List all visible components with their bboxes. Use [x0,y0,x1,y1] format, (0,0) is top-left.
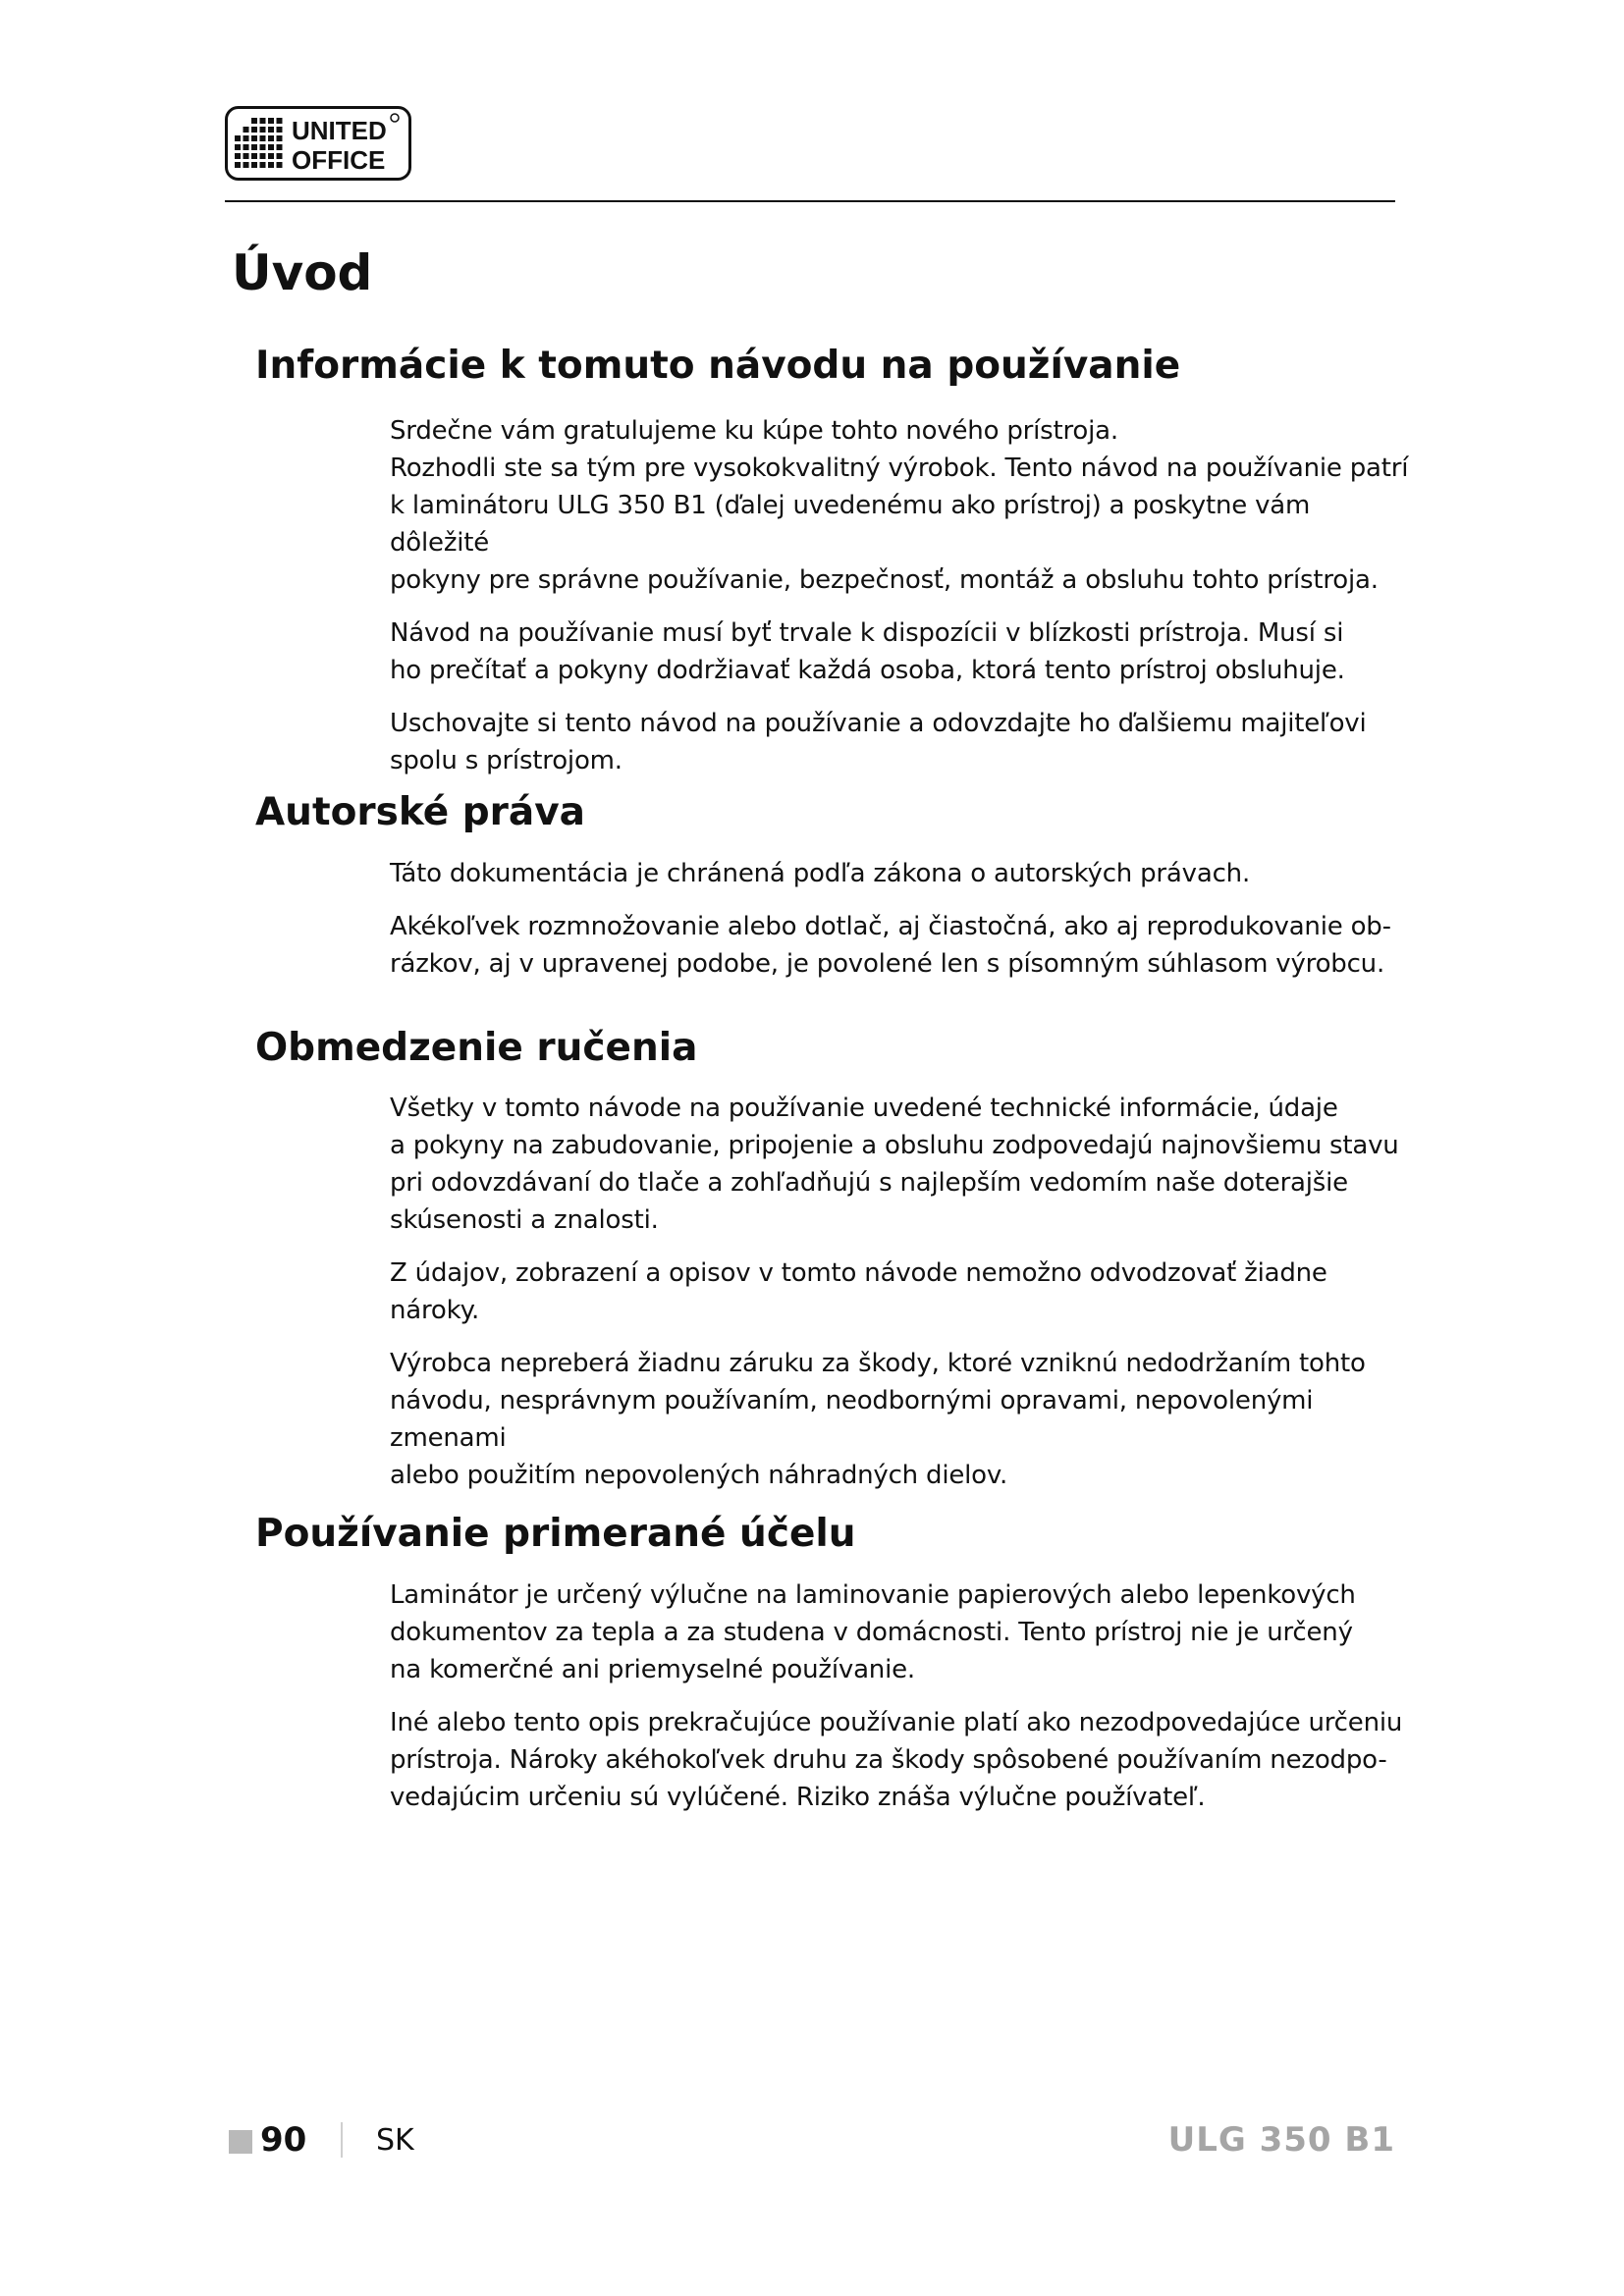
logo-dot [268,144,274,150]
paragraph: Iné alebo tento opis prekračujúce používanie platí ako nezodpovedajúce určeniu prístroja. Nároky akéhokoľvek druhu za škody spôsobené používaním nezodpo- vedajúcim určeniu sú vylúčené. Riziko znáša výlučne používateľ. [390,1708,1403,1812]
paragraph: Táto dokumentácia je chránená podľa zákona o autorských právach. [390,859,1251,888]
paragraph: Laminátor je určený výlučne na laminovanie papierových alebo lepenkových dokumentov za tepla a za studena v domácnosti. Tento prístroj nie je určený na komerčné ani priemyselné používanie. [390,1580,1356,1684]
logo-dot [235,144,241,150]
page-number: 90 [260,2120,307,2160]
logo-line-1: UNITED [292,116,387,145]
logo-dot [268,162,274,168]
language-code: SK [376,2123,414,2158]
paragraph: Z údajov, zobrazení a opisov v tomto návode nemožno odvodzovať žiadne nároky. [390,1258,1327,1325]
logo-dot [260,153,266,159]
paragraph: Uschovajte si tento návod na používanie a odovzdajte ho ďalšiemu majiteľovi spolu s prístrojom. [390,709,1367,775]
logo-dot [268,118,274,124]
logo-dot [277,153,283,159]
footer-square-icon [229,2130,252,2154]
logo-dot [235,135,241,141]
paragraph: Návod na používanie musí byť trvale k dispozícii v blízkosti prístroja. Musí si ho prečítať a pokyny dodržiavať každá osoba, ktorá tento prístroj obsluhuje. [390,618,1345,685]
logo-dot [251,144,257,150]
logo-dot [244,144,249,150]
logo-line-2: OFFICE [292,145,386,175]
header-rule [225,200,1395,202]
logo-dot [277,135,283,141]
logo-dot [268,153,274,159]
section-body-copyright [390,855,1411,998]
footer-divider [341,2122,343,2158]
logo-dot [251,162,257,168]
logo-dot [268,127,274,133]
section-heading-intended-use: Používanie primerané účelu [255,1512,856,1556]
logo-dot [244,135,249,141]
logo-dot [277,118,283,124]
logo-dot [277,127,283,133]
logo-dot [260,162,266,168]
logo-dot [251,118,257,124]
logo-dot [277,162,283,168]
section-body-information [390,412,1411,795]
logo-dot [251,153,257,159]
logo-dot [251,127,257,133]
logo-dot [244,162,249,168]
page-title: Úvod [232,244,373,301]
logo-dot [260,135,266,141]
logo-dot [260,118,266,124]
model-number: ULG 350 B1 [1167,2120,1395,2160]
section-body-liability [390,1090,1411,1510]
logo-dot [277,144,283,150]
united-office-logo [225,106,411,181]
section-heading-copyright: Autorské práva [255,790,585,834]
logo-dot [251,135,257,141]
paragraph: Všetky v tomto návode na používanie uvedené technické informácie, údaje a pokyny na zabudovanie, pripojenie a obsluhu zodpovedajú najnovšiemu stavu pri odovzdávaní do tlače a zohľadňujú s najlepším vedomím naše doterajšie skúsenosti a znalosti. [390,1094,1399,1235]
paragraph: Srdečne vám gratulujeme ku kúpe tohto nového prístroja. Rozhodli ste sa tým pre vysokokvalitný výrobok. Tento návod na používanie patrí k laminátoru ULG 350 B1 (ďalej uvedenému ako prístroj) a poskytne vám dôležité pokyny pre správne používanie, bezpečnosť, montáž a obsluhu tohto prístroja. [390,416,1409,595]
section-heading-liability: Obmedzenie ručenia [255,1026,698,1070]
paragraph: Výrobca nepreberá žiadnu záruku za škody, ktoré vzniknú nedodržaním tohto návodu, nesprávnym používaním, neodbornými opravami, nepovolenými zmenami alebo použitím nepovolených náhradných dielov. [390,1349,1366,1490]
logo-dot [268,135,274,141]
logo-dot [260,127,266,133]
section-heading-information: Informácie k tomuto návodu na používanie [255,344,1181,388]
logo-dot [260,144,266,150]
section-body-intended-use [390,1576,1411,1832]
logo-dot [235,153,241,159]
logo-dot [244,127,249,133]
paragraph: Akékoľvek rozmnožovanie alebo dotlač, aj čiastočná, ako aj reprodukovanie ob- rázkov, aj v upravenej podobe, je povolené len s písomným súhlasom výrobcu. [390,912,1391,979]
logo-dot [235,162,241,168]
logo-dot [244,153,249,159]
